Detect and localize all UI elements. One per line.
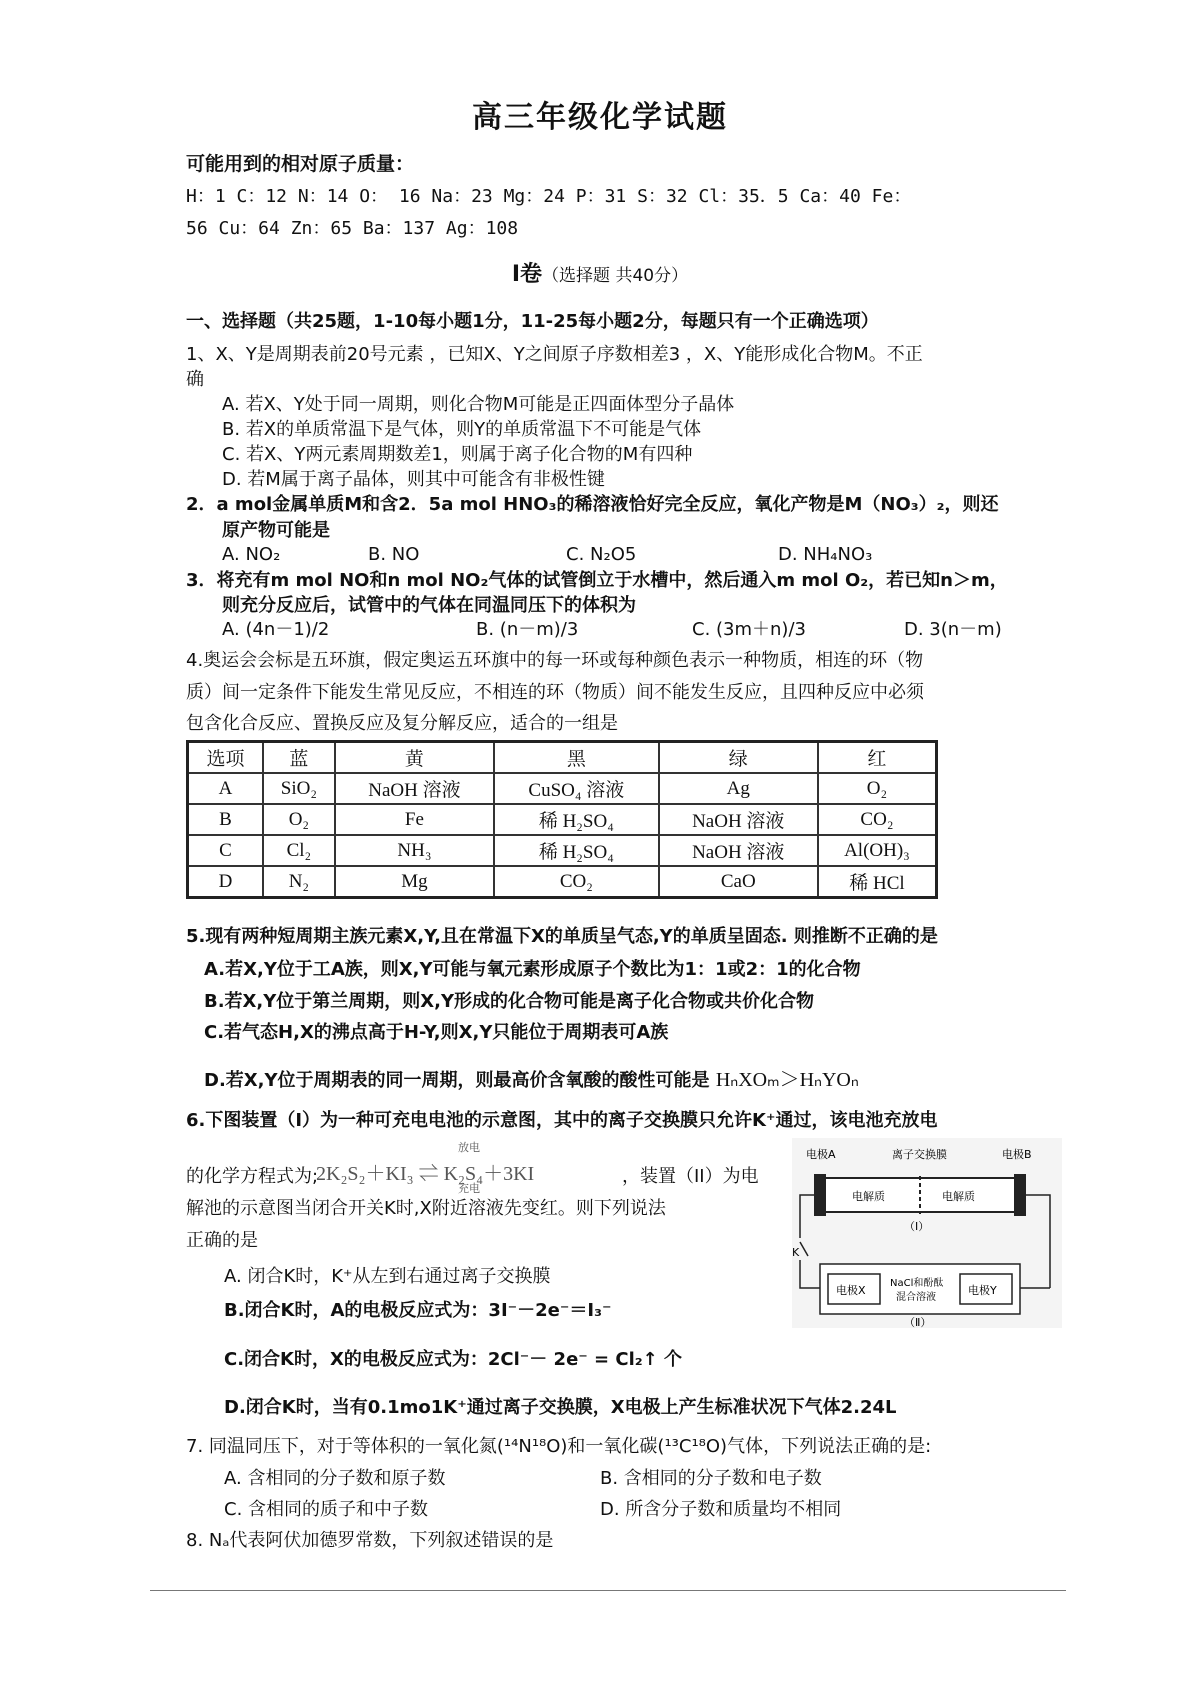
table-cell: A xyxy=(188,773,263,804)
electrode-b-label: 电极B xyxy=(1002,1148,1032,1161)
q4-header-cell: 黑 xyxy=(494,742,659,774)
solution-label-1: NaCl和酚酞 xyxy=(890,1278,944,1289)
q3-option-b: B. (n－m)/3 xyxy=(476,619,579,640)
q8-stem: 8. Nₐ代表阿伏加德罗常数，下列叙述错误的是 xyxy=(186,1530,554,1551)
table-cell: CO₂ xyxy=(494,866,659,898)
electrode-b xyxy=(1014,1174,1026,1216)
electrode-y-label: 电极Y xyxy=(968,1284,997,1297)
electrode-a-label: 电极A xyxy=(806,1148,836,1161)
table-cell: CO₂ xyxy=(818,804,937,835)
atomic-mass-line-2: 56 Cu：64 Zn：65 Ba：137 Ag：108 xyxy=(186,218,519,239)
q7-option-b: B. 含相同的分子数和电子数 xyxy=(600,1468,822,1489)
solution-label-2: 混合溶液 xyxy=(896,1292,936,1303)
table-cell: NaOH 溶液 xyxy=(335,773,494,804)
q4-table-header xyxy=(188,742,937,774)
table-cell: 稀 H₂SO₄ xyxy=(494,804,659,835)
q2-stem-2: 原产物可能是 xyxy=(222,520,330,541)
table-cell: N₂ xyxy=(263,866,335,898)
page-bottom-rule xyxy=(150,1590,1066,1591)
q5-option-c: C.若气态H,X的沸点高于H-Y,则X,Y只能位于周期表可A族 xyxy=(204,1022,669,1043)
table-cell: SiO₂ xyxy=(263,773,335,804)
table-cell: O₂ xyxy=(818,773,937,804)
q2-option-a: A. NO₂ xyxy=(222,544,281,565)
table-cell: O₂ xyxy=(263,804,335,835)
q4-header-cell: 绿 xyxy=(659,742,818,774)
q1-option-a: A. 若X、Y处于同一周期，则化合物M可能是正四面体型分子晶体 xyxy=(222,394,735,415)
q4-table xyxy=(186,740,938,899)
atomic-mass-line-1: H：1 C：12 N：14 O： 16 Na：23 Mg：24 P：31 S：32 Cl：35．5 Ca：40 Fe： xyxy=(186,186,912,207)
table-cell: Al(OH)₃ xyxy=(818,835,937,866)
q3-option-c: C. (3m＋n)/3 xyxy=(692,619,806,640)
q6-option-d: D.闭合K时，当有0.1mo1K⁺通过离子交换膜，X电极上产生标准状况下气体2.24L xyxy=(224,1397,897,1418)
membrane-label: 离子交换膜 xyxy=(892,1148,947,1161)
q4-header-cell: 红 xyxy=(818,742,937,774)
table-cell: 稀 H₂SO₄ xyxy=(494,835,659,866)
atomic-mass-label: 可能用到的相对原子质量： xyxy=(186,153,415,175)
q6-option-b: B.闭合K时，A的电极反应式为：3I⁻－2e⁻＝I₃⁻ xyxy=(224,1300,612,1321)
q1-option-c: C. 若X、Y两元素周期数差1，则属于离子化合物的M有四种 xyxy=(222,444,693,465)
table-cell: NaOH 溶液 xyxy=(659,835,818,866)
q3-option-a: A. (4n－1)/2 xyxy=(222,619,330,640)
electrode-x-label: 电极X xyxy=(836,1284,866,1297)
table-row xyxy=(188,804,937,835)
q6-equation xyxy=(316,1137,616,1197)
q5-option-d-formula: HₙXOₘ＞HₙYOₙ xyxy=(715,1069,859,1091)
q4-stem-3: 包含化合反应、置换反应及复分解反应，适合的一组是 xyxy=(186,713,618,734)
q3-option-d: D. 3(n－m) xyxy=(904,619,1002,640)
electrolyte-left-label: 电解质 xyxy=(852,1190,885,1203)
section-title: Ⅰ卷 xyxy=(511,262,543,287)
q6-option-a: A. 闭合K时，K⁺从左到右通过离子交换膜 xyxy=(224,1266,551,1287)
q6-stem-2a: 的化学方程式为; xyxy=(186,1166,319,1187)
q6-equation-text: 2K₂S₂＋KI₃ ⇌ K₂S₄＋3KI xyxy=(316,1163,535,1185)
q6-stem-1: 6.下图装置（I）为一种可充电电池的示意图，其中的离子交换膜只允许K⁺通过，该电池充放电 xyxy=(186,1110,938,1131)
section-heading xyxy=(0,262,1200,289)
page-title: 高三年级化学试题 xyxy=(472,100,728,135)
q1-option-d: D. 若M属于离子晶体，则其中可能含有非极性键 xyxy=(222,469,605,490)
table-cell: CaO xyxy=(659,866,818,898)
q6-option-c: C.闭合K时，X的电极反应式为：2Cl⁻－ 2e⁻ = Cl₂↑ 个 xyxy=(224,1349,683,1370)
q1-stem-2: 确 xyxy=(186,369,204,390)
q7-option-a: A. 含相同的分子数和原子数 xyxy=(224,1468,446,1489)
q4-header-cell: 蓝 xyxy=(263,742,335,774)
q7-stem: 7. 同温同压下，对于等体积的一氧化氮(¹⁴N¹⁸O)和一氧化碳(¹³C¹⁸O)气体，下列说法正确的是: xyxy=(186,1436,932,1457)
table-cell: Cl₂ xyxy=(263,835,335,866)
q5-stem: 5.现有两种短周期主族元素X,Y,且在常温下X的单质呈气态,Y的单质呈固态. 则推断不正确的是 xyxy=(186,926,938,947)
section-subtitle: （选择题 共40分） xyxy=(542,266,689,286)
q2-option-d: D. NH₄NO₃ xyxy=(778,544,873,565)
q6-equation-top: 放电 xyxy=(458,1141,480,1154)
table-cell: Mg xyxy=(335,866,494,898)
table-row xyxy=(188,773,937,804)
q6-stem-4: 正确的是 xyxy=(186,1230,258,1251)
part1-header: 一、选择题（共25题，1-10每小题1分，11-25每小题2分，每题只有一个正确选项） xyxy=(186,311,879,332)
q1-option-b: B. 若X的单质常温下是气体，则Y的单质常温下不可能是气体 xyxy=(222,419,702,440)
device-2-label: （Ⅱ） xyxy=(904,1316,932,1328)
q4-stem-2: 质）间一定条件下能发生常见反应，不相连的环（物质）间不能发生反应，且四种反应中必须 xyxy=(186,682,924,703)
table-cell: C xyxy=(188,835,263,866)
electrolyte-right-label: 电解质 xyxy=(942,1190,975,1203)
table-cell: B xyxy=(188,804,263,835)
q2-option-c: C. N₂O5 xyxy=(566,544,637,565)
q5-option-a: A.若X,Y位于工A族，则X,Y可能与氧元素形成原子个数比为1：1或2：1的化合物 xyxy=(204,959,861,980)
q6-stem-2b: ，装置（II）为电 xyxy=(622,1166,759,1187)
q1-stem-1: 1、X、Y是周期表前20号元素 ，已知X、Y之间原子序数相差3 ，X、Y能形成化合物M。不正 xyxy=(186,344,923,365)
q4-header-cell: 黄 xyxy=(335,742,494,774)
q4-header-cell: 选项 xyxy=(188,742,263,774)
q5-option-b: B.若X,Y位于第兰周期，则X,Y形成的化合物可能是离子化合物或共价化合物 xyxy=(204,991,815,1012)
q5-option-d xyxy=(204,1067,859,1094)
table-cell: Ag xyxy=(659,773,818,804)
q5-option-d-text: D.若X,Y位于周期表的同一周期，则最高价含氧酸的酸性可能是 xyxy=(204,1070,710,1091)
q6-stem-3: 解池的示意图当闭合开关K时,X附近溶液先变红。则下列说法 xyxy=(186,1198,666,1219)
q3-stem-2: 则充分反应后，试管中的气体在同温同压下的体积为 xyxy=(222,595,636,616)
table-cell: 稀 HCl xyxy=(818,866,937,898)
switch-k-label: K xyxy=(792,1246,800,1259)
table-cell: CuSO₄ 溶液 xyxy=(494,773,659,804)
q6-equation-bottom: 充电 xyxy=(458,1182,480,1195)
q3-stem-1: 3．将充有m mol NO和n mol NO₂气体的试管倒立于水槽中，然后通入m mol O₂，若已知n＞m， xyxy=(186,570,1008,591)
q4-stem-1: 4.奥运会会标是五环旗，假定奥运五环旗中的每一环或每种颜色表示一种物质，相连的环（物 xyxy=(186,650,924,671)
table-cell: Fe xyxy=(335,804,494,835)
table-cell: NaOH 溶液 xyxy=(659,804,818,835)
device-1-label: （Ⅰ） xyxy=(904,1220,930,1233)
q2-stem-1: 2．a mol金属单质M和含2．5a mol HNO₃的稀溶液恰好完全反应，氧化产物是M（NO₃）₂，则还 xyxy=(186,494,999,515)
table-cell: NH₃ xyxy=(335,835,494,866)
table-cell: D xyxy=(188,866,263,898)
q7-option-d: D. 所含分子数和质量均不相同 xyxy=(600,1499,842,1520)
table-row xyxy=(188,866,937,898)
q7-option-c: C. 含相同的质子和中子数 xyxy=(224,1499,429,1520)
q2-option-b: B. NO xyxy=(368,544,420,565)
table-row xyxy=(188,835,937,866)
electrolysis-diagram xyxy=(792,1138,1062,1328)
electrode-a xyxy=(814,1174,826,1216)
